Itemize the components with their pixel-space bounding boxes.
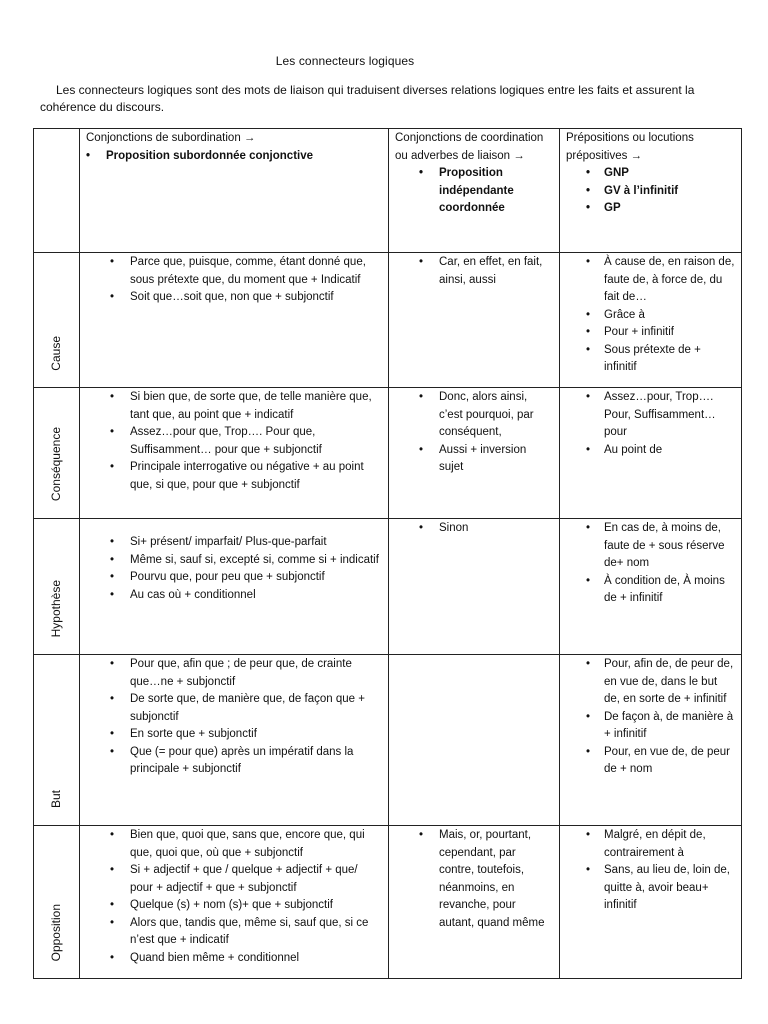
intro-paragraph <box>40 82 700 116</box>
list-item: • Si + adjectif + que / quelque + adjectif + que/ pour + adjectif + que + subjonctif <box>130 862 382 897</box>
header-prepositions-title: Prépositions ou locutions prépositives → <box>566 132 694 162</box>
list-item: • Donc, alors ainsi, c’est pourquoi, par conséquent, <box>439 389 553 442</box>
list-item: • Proposition subordonnée conjonctive <box>106 148 382 166</box>
list-item: • Quand bien même + conditionnel <box>130 950 382 968</box>
header-prepositions <box>560 129 742 253</box>
list-item: • Mais, or, pourtant, cependant, par contre, toutefois, néanmoins, en revanche, pour autant, quand même <box>439 827 553 932</box>
header-coordination <box>389 129 560 253</box>
preposition-cell <box>560 826 742 979</box>
list-item: • Pour + infinitif <box>604 324 735 342</box>
list-item: • Alors que, tandis que, même si, sauf que, si ce n’est que + indicatif <box>130 915 382 950</box>
list-item: • Quelque (s) + nom (s)+ que + subjonctif <box>130 897 382 915</box>
intro-text: Les connecteurs logiques sont des mots de liaison qui traduisent diverses relations logiques entre les faits et assurent la cohérence du discours. <box>40 83 695 114</box>
coordination-cell <box>389 826 560 979</box>
table-row <box>34 388 742 519</box>
row-label-cell <box>34 253 80 388</box>
header-subordination-title: Conjonctions de subordination → <box>86 132 256 144</box>
list-item: • Soit que…soit que, non que + subjonctif <box>130 289 382 307</box>
coordination-cell <box>389 253 560 388</box>
list-item: • Aussi + inversion sujet <box>439 442 553 477</box>
list-item: • Pour que, afin que ; de peur que, de crainte que…ne + subjonctif <box>130 656 382 691</box>
list-item: • Car, en effet, en fait, ainsi, aussi <box>439 254 553 289</box>
list-item: • GV à l’infinitif <box>604 183 735 201</box>
header-subordination <box>80 129 389 253</box>
list-item: • Pour, en vue de, de peur de + nom <box>604 744 735 779</box>
subordination-cell <box>80 388 389 519</box>
header-coordination-title: Conjonctions de coordination ou adverbes de liaison → <box>395 132 544 162</box>
list-item: • Que (= pour que) après un impératif dans la principale + subjonctif <box>130 744 382 779</box>
list-item: • Proposition indépendante coordonnée <box>439 165 553 218</box>
subordination-cell <box>80 519 389 655</box>
row-label: Conséquence <box>48 427 63 502</box>
header-empty-cell <box>34 129 80 253</box>
list-item: • Sans, au lieu de, loin de, quitte à, avoir beau+ infinitif <box>604 862 735 915</box>
list-item: • À cause de, en raison de, faute de, à force de, du fait de… <box>604 254 735 307</box>
coordination-cell <box>389 655 560 826</box>
subordination-cell <box>80 826 389 979</box>
list-item: • Assez…pour que, Trop…. Pour que, Suffisamment… pour que + subjonctif <box>130 424 382 459</box>
list-item: • Pour, afin de, de peur de, en vue de, dans le but de, en sorte de + infinitif <box>604 656 735 709</box>
list-item: • Grâce à <box>604 307 735 325</box>
list-item: • Bien que, quoi que, sans que, encore que, qui que, quoi que, où que + subjonctif <box>130 827 382 862</box>
table-row <box>34 826 742 979</box>
row-label: But <box>48 790 63 809</box>
table-row <box>34 519 742 655</box>
list-item: • Au cas où + conditionnel <box>130 587 382 605</box>
row-label: Cause <box>48 335 63 371</box>
list-item: • Sinon <box>439 520 553 538</box>
coordination-cell <box>389 519 560 655</box>
list-item: • Si bien que, de sorte que, de telle manière que, tant que, au point que + indicatif <box>130 389 382 424</box>
list-item: • Principale interrogative ou négative + au point que, si que, pour que + subjonctif <box>130 459 382 494</box>
list-item: • Si+ présent/ imparfait/ Plus-que-parfait <box>130 534 382 552</box>
list-item: • GNP <box>604 165 735 183</box>
row-label: Opposition <box>48 904 63 962</box>
row-label-cell <box>34 826 80 979</box>
table-row <box>34 253 742 388</box>
list-item: • Assez…pour, Trop…. Pour, Suffisamment… pour <box>604 389 735 442</box>
document-title: Les connecteurs logiques <box>275 54 415 68</box>
row-label-cell <box>34 519 80 655</box>
list-item: • En sorte que + subjonctif <box>130 726 382 744</box>
list-item: • Au point de <box>604 442 735 460</box>
list-item: • Parce que, puisque, comme, étant donné que, sous prétexte que, du moment que + Indicatif <box>130 254 382 289</box>
list-item: • De façon à, de manière à + infinitif <box>604 709 735 744</box>
list-item: • En cas de, à moins de, faute de + sous réserve de+ nom <box>604 520 735 573</box>
coordination-cell <box>389 388 560 519</box>
table-row <box>34 655 742 826</box>
preposition-cell <box>560 253 742 388</box>
list-item: • De sorte que, de manière que, de façon que + subjonctif <box>130 691 382 726</box>
list-item: • GP <box>604 200 735 218</box>
list-item: • À condition de, À moins de + infinitif <box>604 573 735 608</box>
subordination-cell <box>80 253 389 388</box>
row-label-cell <box>34 388 80 519</box>
row-label: Hypothèse <box>48 580 63 638</box>
connectors-table <box>33 128 742 979</box>
list-item: • Même si, sauf si, excepté si, comme si + indicatif <box>130 552 382 570</box>
list-item: • Sous prétexte de + infinitif <box>604 342 735 377</box>
preposition-cell <box>560 388 742 519</box>
list-item: • Malgré, en dépit de, contrairement à <box>604 827 735 862</box>
table-header-row <box>34 129 742 253</box>
preposition-cell <box>560 655 742 826</box>
row-label-cell <box>34 655 80 826</box>
list-item: • Pourvu que, pour peu que + subjonctif <box>130 569 382 587</box>
preposition-cell <box>560 519 742 655</box>
subordination-cell <box>80 655 389 826</box>
